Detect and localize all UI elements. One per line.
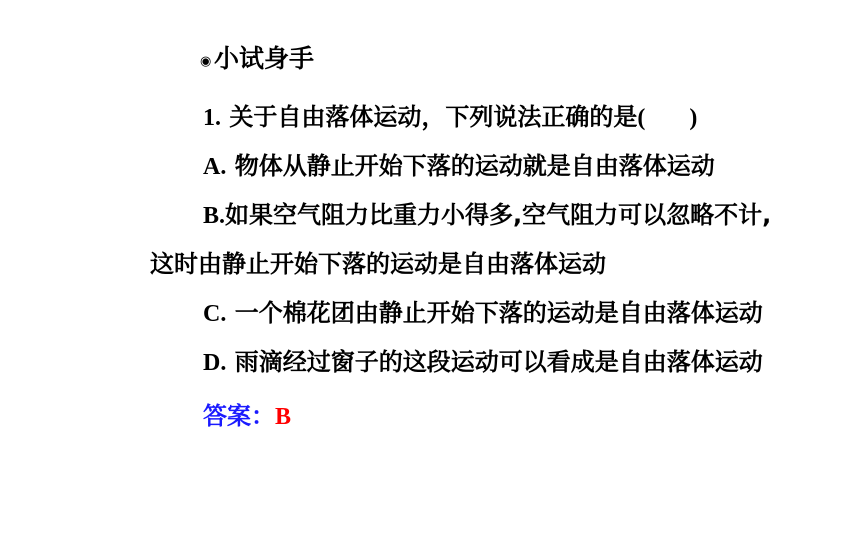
option-b-letter: B — [203, 203, 220, 229]
question-open-paren: ( — [637, 105, 646, 131]
question-text: 关于自由落体运动，下列说法正确的是 — [229, 103, 638, 131]
answer-label: 答案 — [203, 402, 251, 430]
option-c — [203, 298, 763, 329]
option-a — [203, 151, 715, 182]
bullet-icon: ◉ — [200, 54, 212, 69]
option-b-text-line2: 这时由静止开始下落的运动是自由落体运动 — [150, 250, 606, 278]
question-number: 1 — [203, 105, 215, 131]
question-close-paren: ) — [689, 105, 698, 131]
section-heading-text: 小试身手 — [214, 44, 315, 73]
option-a-text: 物体从静止开始下落的运动就是自由落体运动 — [234, 152, 715, 180]
answer-value: B — [275, 404, 292, 430]
option-c-separator: . — [220, 301, 227, 327]
option-a-separator: . — [220, 154, 227, 180]
option-b-separator: . — [219, 203, 226, 229]
answer-colon: ： — [251, 402, 275, 430]
option-b-text-line1: 如果空气阻力比重力小得多,空气阻力可以忽略不计, — [225, 201, 772, 229]
answer-line — [203, 401, 291, 432]
option-d-letter: D — [203, 350, 221, 376]
question-number-separator: . — [215, 105, 221, 131]
option-c-text: 一个棉花团由静止开始下落的运动是自由落体运动 — [234, 299, 763, 327]
option-b — [203, 200, 771, 231]
option-d-separator: . — [220, 350, 227, 376]
section-heading — [200, 44, 314, 75]
question-stem — [203, 102, 697, 133]
option-a-letter: A — [203, 154, 221, 180]
option-b-continuation — [150, 249, 606, 279]
option-d-text: 雨滴经过窗子的这段运动可以看成是自由落体运动 — [234, 348, 763, 376]
option-d — [203, 347, 763, 378]
option-c-letter: C — [203, 301, 221, 327]
